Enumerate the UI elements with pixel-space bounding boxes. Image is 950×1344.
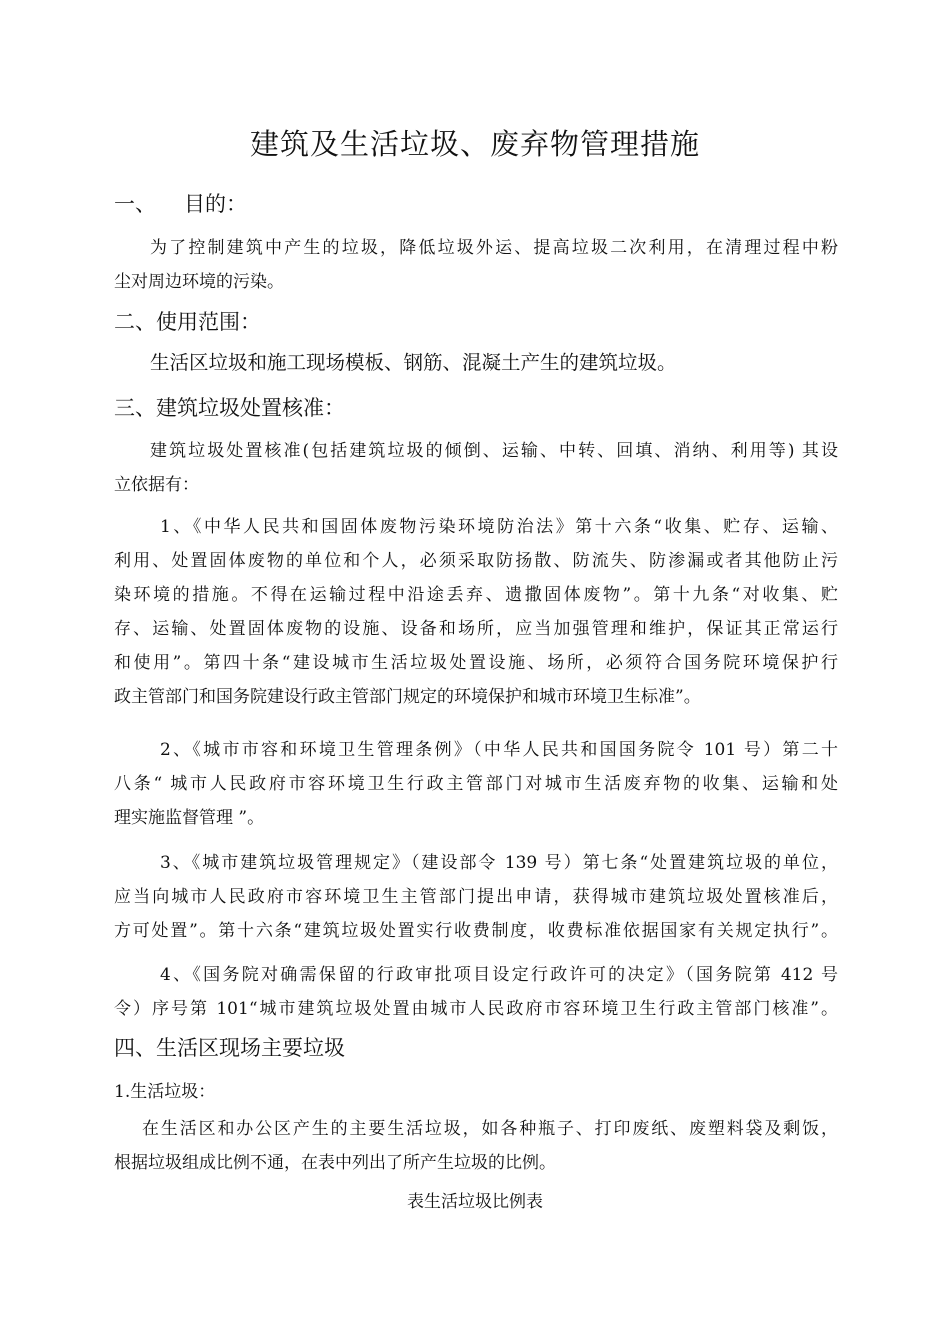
text-line: 立依据有： xyxy=(114,475,199,495)
text-line: 1、《中华人民共和国固体废物污染环境防治法》第十六条“收集、贮存、运输、 xyxy=(160,517,838,537)
text-line: 染环境的措施。不得在运输过程中沿途丢弃、遗撒固体废物”。第十九条“对收集、贮 xyxy=(114,585,838,605)
text-line: 应当向城市人民政府市容环境卫生主管部门提出申请，获得城市建筑垃圾处置核准后， xyxy=(114,887,838,907)
section-3-item-2 xyxy=(114,733,838,835)
text-line: 建筑垃圾处置核准(包括建筑垃圾的倾倒、运输、中转、回填、消纳、利用等) 其设 xyxy=(150,441,838,461)
text-line: 尘对周边环境的污染。 xyxy=(114,272,284,292)
text-line: 利用、处置固体废物的单位和个人，必须采取防扬散、防流失、防渗漏或者其他防止污 xyxy=(114,551,838,571)
section-3-heading: 三、建筑垃圾处置核准： xyxy=(114,396,345,420)
text-line: 和使用”。第四十条“建设城市生活垃圾处置设施、场所，必须符合国务院环境保护行 xyxy=(114,653,838,673)
section-3-item-4 xyxy=(114,958,838,1026)
text-line: 令）序号第 101“城市建筑垃圾处置由城市人民政府市容环境卫生行政主管部门核准”。 xyxy=(114,999,838,1019)
section-3-intro xyxy=(114,434,838,502)
text-line: 为了控制建筑中产生的垃圾，降低垃圾外运、提高垃圾二次利用，在清理过程中粉 xyxy=(150,238,838,258)
section-2-body: 生活区垃圾和施工现场模板、钢筋、混凝土产生的建筑垃圾。 xyxy=(150,351,677,374)
text-line: 在生活区和办公区产生的主要生活垃圾，如各种瓶子、打印废纸、废塑料袋及剩饭， xyxy=(142,1119,838,1139)
table-caption: 表生活垃圾比例表 xyxy=(407,1192,543,1212)
section-3-item-1 xyxy=(114,510,838,714)
section-4-heading: 四、生活区现场主要垃圾 xyxy=(114,1036,345,1060)
section-1-heading xyxy=(114,189,247,219)
text-line: 理实施监督管理 ”。 xyxy=(114,808,265,828)
text-line: 方可处置”。第十六条“建筑垃圾处置实行收费制度，收费标准依据国家有关规定执行”。 xyxy=(114,921,838,941)
section-1-paragraph xyxy=(114,231,838,299)
section-1-number: 一、 xyxy=(114,192,156,216)
section-1-title: 目的： xyxy=(184,192,247,216)
section-4-subheading: 1.生活垃圾： xyxy=(114,1082,216,1102)
section-4-paragraph xyxy=(114,1112,838,1180)
text-line: 根据垃圾组成比例不通，在表中列出了所产生垃圾的比例。 xyxy=(114,1153,556,1173)
text-line: 2、《城市市容和环境卫生管理条例》（中华人民共和国国务院令 101 号）第二十 xyxy=(160,740,838,760)
section-3-item-3 xyxy=(114,846,838,948)
text-line: 政主管部门和国务院建设行政主管部门规定的环境保护和城市环境卫生标准”。 xyxy=(114,687,701,707)
text-line: 存、运输、处置固体废物的设施、设备和场所，应当加强管理和维护，保证其正常运行 xyxy=(114,619,838,639)
text-line: 4、《国务院对确需保留的行政审批项目设定行政许可的决定》（国务院第 412 号 xyxy=(160,965,838,985)
text-line: 3、《城市建筑垃圾管理规定》（建设部令 139 号）第七条“处置建筑垃圾的单位， xyxy=(160,853,838,873)
document-title: 建筑及生活垃圾、废弃物管理措施 xyxy=(249,127,700,161)
text-line: 八条“ 城市人民政府市容环境卫生行政主管部门对城市生活废弃物的收集、运输和处 xyxy=(114,774,838,794)
section-2-heading: 二、使用范围： xyxy=(114,310,261,334)
